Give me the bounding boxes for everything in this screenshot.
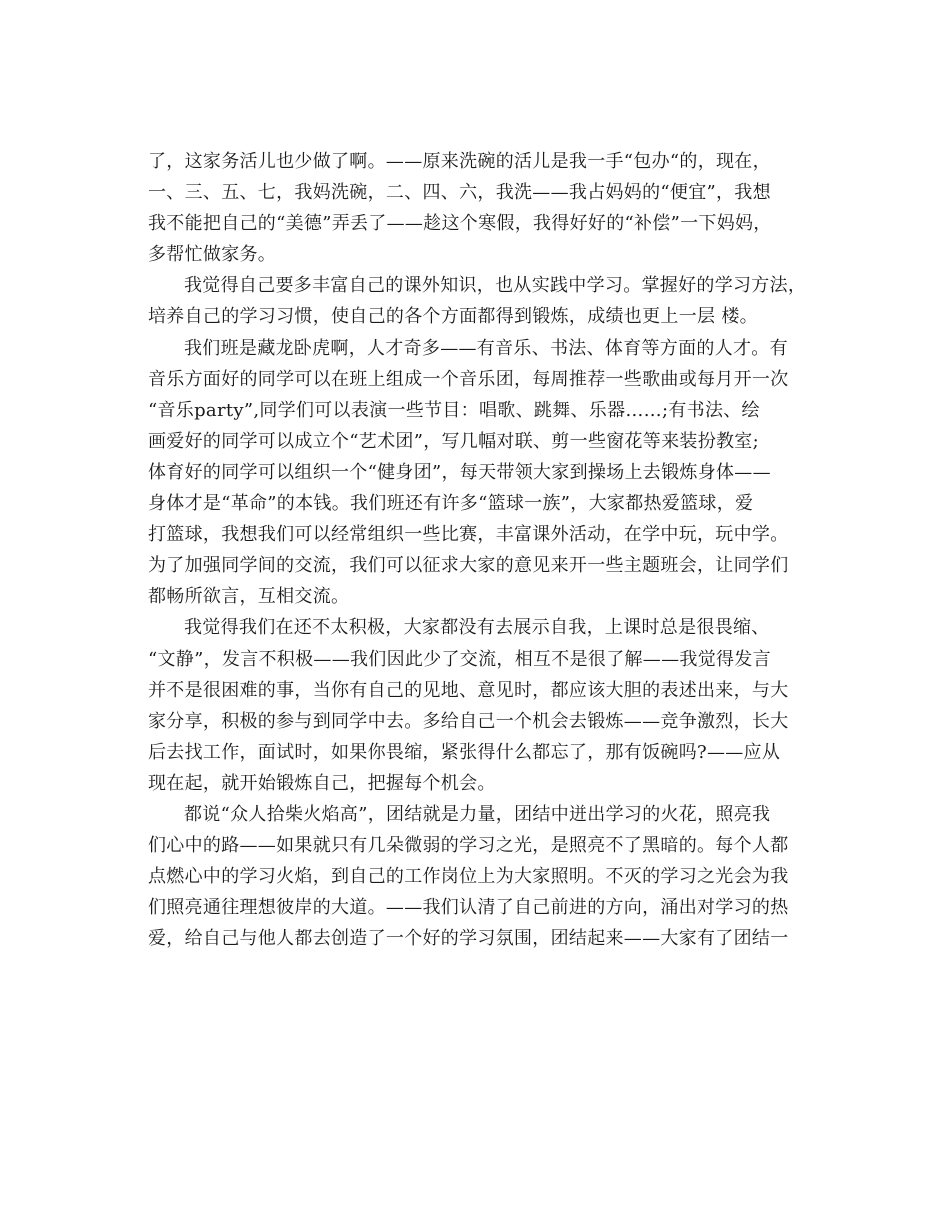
text-line: 画爱好的同学可以成立个“艺术团”，写几幅对联、剪一些窗花等来装扮教室; — [148, 430, 759, 452]
text-line: 点燃心中的学习火焰，到自己的工作岗位上为大家照明。不灭的学习之光会为我 — [148, 866, 789, 888]
text-line: 为了加强同学间的交流，我们可以征求大家的意见来开一些主题班会，让同学们 — [148, 555, 789, 577]
body-text — [148, 146, 808, 954]
text-line: 培养自己的学习习惯，使自己的各个方面都得到锻炼，成绩也更上一层 楼。 — [148, 306, 758, 328]
text-line: 家分享，积极的参与到同学中去。多给自己一个机会去锻炼——竞争激烈，长大 — [148, 710, 789, 732]
text-line: 爱，给自己与他人都去创造了一个好的学习氛围，团结起来——大家有了团结一 — [148, 928, 789, 950]
paragraph-first-line: 我们班是藏龙卧虎啊，人才奇多——有音乐、书法、体育等方面的人才。有 — [184, 337, 788, 359]
text-line: 体育好的同学可以组织一个“健身团”，每天带领大家到操场上去锻炼身体—— — [148, 461, 771, 483]
text-line: “文静”，发言不积极——我们因此少了交流，相互不是很了解——我觉得发言 — [148, 648, 771, 670]
text-line: 打篮球，我想我们可以经常组织一些比赛，丰富课外活动，在学中玩，玩中学。 — [148, 524, 789, 546]
text-line: “音乐party”,同学们可以表演一些节目：唱歌、跳舞、乐器……;有书法、绘 — [148, 399, 760, 421]
text-line: 都畅所欲言，互相交流。 — [148, 586, 350, 608]
paragraph-first-line: 我觉得我们在还不太积极，大家都没有去展示自我，上课时总是很畏缩、 — [184, 617, 770, 639]
text-line: 音乐方面好的同学可以在班上组成一个音乐团，每周推荐一些歌曲或每月开一次 — [148, 368, 789, 390]
text-line: 后去找工作，面试时，如果你畏缩，紧张得什么都忘了，那有饭碗吗?——应从 — [148, 741, 781, 763]
paragraph-first-line: 都说“众人拾柴火焰高”，团结就是力量，团结中迸出学习的火花，照亮我 — [184, 803, 771, 825]
text-line: 多帮忙做家务。 — [148, 244, 277, 266]
text-line: 了，这家务活儿也少做了啊。——原来洗碗的活儿是我一手“包办“的，现在， — [148, 151, 771, 172]
text-line: 们心中的路——如果就只有几朵微弱的学习之光，是照亮不了黑暗的。每个人都 — [148, 835, 789, 857]
text-line: 我不能把自己的“美德”弄丢了——趁这个寒假，我得好好的“补偿”一下妈妈， — [148, 213, 772, 235]
text-line: 们照亮通往理想彼岸的大道。——我们认清了自己前进的方向，涌出对学习的热 — [148, 897, 789, 919]
text-line: 并不是很困难的事，当你有自己的见地、意见时，都应该大胆的表述出来，与大 — [148, 679, 789, 701]
text-line: 身体才是“革命”的本钱。我们班还有许多“篮球一族”，大家都热爱篮球，爱 — [148, 493, 754, 515]
paragraph-first-line: 我觉得自己要多丰富自己的课外知识，也从实践中学习。掌握好的学习方法， — [184, 275, 807, 297]
text-line: 现在起，就开始锻炼自己，把握每个机会。 — [148, 772, 496, 794]
text-line: 一、三、五、七，我妈洗碗，二、四、六，我洗——我占妈妈的“便宜”，我想 — [148, 182, 771, 204]
